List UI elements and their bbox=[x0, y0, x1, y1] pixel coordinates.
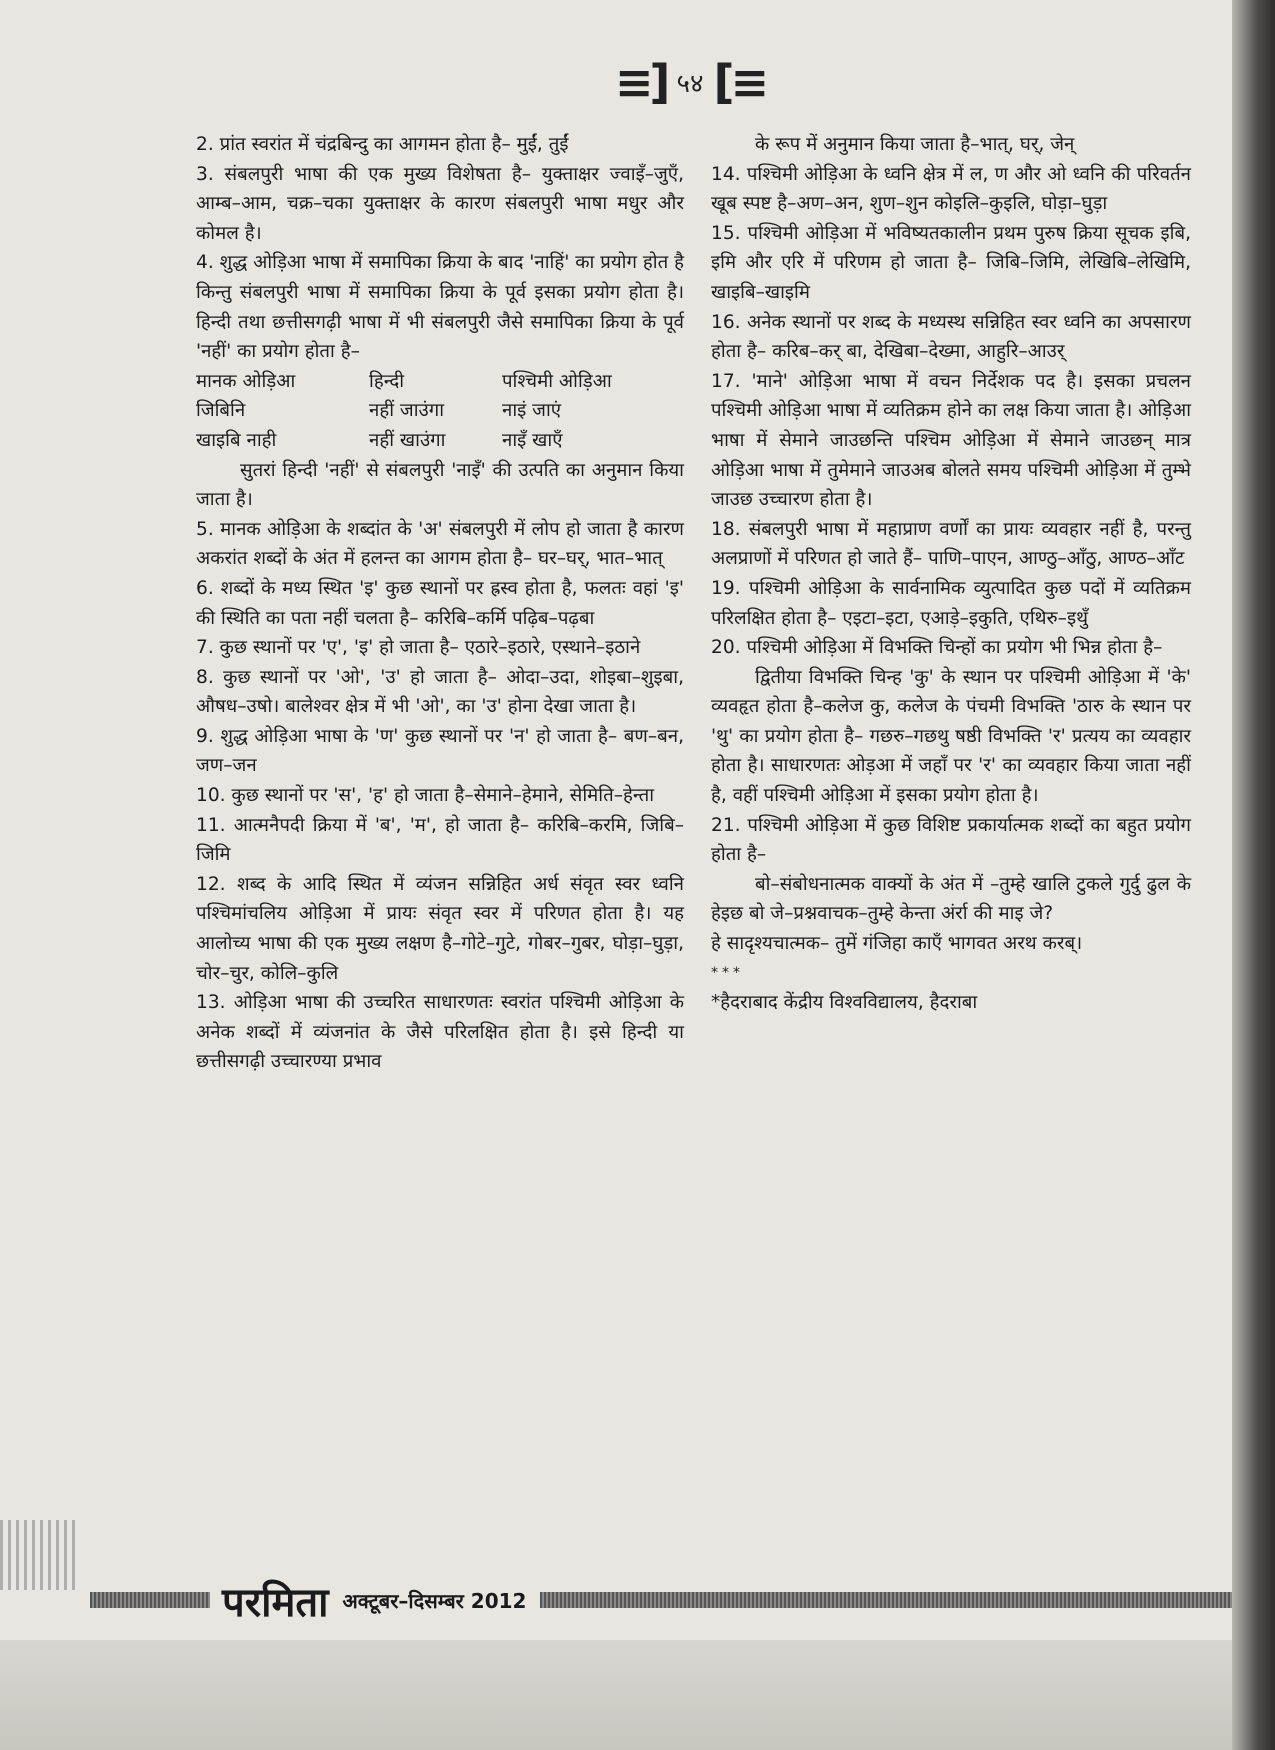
point-16: 16. अनेक स्थानों पर शब्द के मध्यस्थ सन्निहित स्वर ध्वनि का अपसारण होता है– करिब–कर् बा, देखिबा–देख्मा, आहुरि–आउर् bbox=[711, 311, 1191, 363]
point-20-detail: द्वितीया विभक्ति चिन्ह 'कु' के स्थान पर पश्चिमी ओड़िआ में 'के' व्यवहृत होता है–कलेज कु, कलेज के पंचमी विभक्ति 'ठारु के स्थान पर 'थु' का प्रयोग होता है– गछरु–गछथु षष्ठी विभक्ति 'र' प्रत्यय का व्यवहार होता है। साधारणतः ओड़आ में जहाँ पर 'र' का व्यवहार किया जाता नहीं है, वहीं पश्चिमी ओड़िआ में इसका प्रयोग होता है। bbox=[711, 666, 1191, 807]
point-21: 21. पश्चिमी ओड़िआ में कुछ विशिष्ट प्रकार्यात्मक शब्दों का बहुत प्रयोग होता है– bbox=[711, 814, 1191, 866]
page-ornament-left-icon: ≡] bbox=[614, 55, 667, 109]
magazine-title: परमिता bbox=[222, 1578, 329, 1626]
point-14: 14. पश्चिमी ओड़िआ के ध्वनि क्षेत्र में ल, ण और ओ ध्वनि की परिवर्तन खूब स्पष्ट है–अण–अन, शुण–शुन कोइलि–कुइलि, घोड़ा–घुड़ा bbox=[711, 163, 1191, 215]
table-cell: नहीं खाउंगा bbox=[369, 429, 446, 451]
issue-date: अक्टूबर–दिसम्बर 2012 bbox=[342, 1588, 527, 1613]
point-13: 13. ओड़िआ भाषा की उच्चरित साधारणतः स्वरांत पश्चिमी ओड़िआ के अनेक शब्दों में व्यंजनांत के जैसे परिलक्षित होता है। इसे हिन्दी या छत्तीसगढ़ी उच्चारण्या प्रभाव bbox=[196, 992, 684, 1073]
table-cell: हिन्दी bbox=[369, 370, 405, 392]
point-5: 5. मानक ओड़िआ के शब्दांत के 'अ' संबलपुरी में लोप हो जाता है कारण अकरांत शब्दों के अंत में हलन्त का आगम होता है– घर–घर्, भात–भात् bbox=[196, 518, 684, 570]
table-cell: नहीं जाउंगा bbox=[369, 400, 445, 422]
point-20: 20. पश्चिमी ओड़िआ में विभक्ति चिन्हों का प्रयोग भी भिन्न होता है– bbox=[711, 637, 1163, 659]
table-cell: नाइँ खाएँ bbox=[502, 429, 563, 451]
point-13-continued: के रूप में अनुमान किया जाता है–भात्, घर्, जेन् bbox=[755, 134, 1075, 155]
point-15: 15. पश्चिमी ओड़िआ में भविष्यतकालीन प्रथम पुरुष क्रिया सूचक इबि, इमि और एरि में परिणम हो जाता है– जिबि–जिमि, लेखिबि–लेखिमि, खाइबि–खाइमि bbox=[711, 222, 1191, 303]
point-21-example-he: हे सादृश्यचात्मक– तुमें गंजिहा काएँ भागवत अरथ करब्। bbox=[711, 933, 1083, 955]
point-19: 19. पश्चिमी ओड़िआ के सार्वनामिक व्युत्पादित कुछ पदों में व्यतिक्रम परिलक्षित होता है– एइटा–इटा, एआड़े–इकुति, एथिरु–इथुँ bbox=[711, 577, 1191, 629]
edge-marks bbox=[0, 1520, 80, 1590]
table-cell: पश्चिमी ओड़िआ bbox=[502, 370, 612, 392]
point-10: 10. कुछ स्थानों पर 'स', 'ह' हो जाता है–सेमाने–हेमाने, सेमिति–हेन्ता bbox=[196, 785, 655, 807]
point-7: 7. कुछ स्थानों पर 'ए', 'इ' हो जाता है– एठारे–इठारे, एस्थाने–इठाने bbox=[196, 637, 641, 659]
page-number: ५४ bbox=[676, 69, 704, 99]
left-column bbox=[196, 130, 684, 1077]
right-column bbox=[711, 130, 1191, 1018]
table-cell: मानक ओड़िआ bbox=[196, 370, 296, 392]
page-number-header bbox=[600, 52, 780, 112]
point-11: 11. आत्मनैपदी क्रिया में 'ब', 'म', हो जाता है– करिबि–करमि, जिबि–जिमि bbox=[196, 814, 684, 866]
point-9: 9. शुद्ध ओड़िआ भाषा के 'ण' कुछ स्थानों पर 'न' हो जाता है– बण–बन, जण–जन bbox=[196, 725, 684, 777]
page-footer bbox=[90, 1570, 1232, 1630]
point-8: 8. कुछ स्थानों पर 'ओ', 'उ' हो जाता है– ओदा–उदा, शोइबा–शुइबा, औषध–उषो। बालेश्वर क्षेत्र में भी 'ओ', का 'उ' होना देखा जाता है। bbox=[196, 666, 684, 718]
point-12: 12. शब्द के आदि स्थित में व्यंजन सन्निहित अर्ध संवृत स्वर ध्वनि पश्चिमांचलिय ओड़िआ में प्रायः संवृत स्वर में परिणत होता है। यह आलोच्य भाषा की एक मुख्य लक्षण है–गोटे–गुटे, गोबर–गुबर, घोड़ा–घुड़ा, चोर–चुर, कोलि–कुलि bbox=[196, 873, 684, 984]
footer-rule-left bbox=[90, 1592, 210, 1608]
table-cell: जिबिनि bbox=[196, 400, 246, 422]
point-4-conclusion: सुतरां हिन्दी 'नहीं' से संबलपुरी 'नाइँ' की उत्पति का अनुमान किया जाता है। bbox=[196, 459, 684, 511]
table-cell: खाइबि नाही bbox=[196, 429, 277, 451]
point-3: 3. संबलपुरी भाषा की एक मुख्य विशेषता है– युक्ताक्षर ज्वाइँ–जुएँ, आम्ब–आम, चक्र–चका युक्ताक्षर के कारण संबलपुरी भाषा मधुर और कोमल है। bbox=[196, 163, 684, 244]
page-spine-shadow bbox=[1232, 0, 1275, 1750]
point-6: 6. शब्दों के मध्य स्थित 'इ' कुछ स्थानों पर ह्रस्व होता है, फलतः वहां 'इ' की स्थिति का पता नहीं चलता है– करिबि–कर्मि पढ़िब–पढ़बा bbox=[196, 577, 684, 629]
point-2: 2. प्रांत स्वरांत में चंद्रबिन्दु का आगमन होता है– मुईं, तुईं bbox=[196, 134, 569, 155]
point-21-example-bo: बो–संबोधनात्मक वाक्यों के अंत में –तुम्हे खालि टुकले गुर्दु ढुल के हेइछ बो जे–प्रश्नवाचक–तुम्हे केन्ता अंर्रा की माइ जे? bbox=[711, 873, 1191, 925]
page-ornament-right-icon: [≡ bbox=[713, 55, 766, 109]
page-bottom-margin bbox=[0, 1640, 1232, 1750]
comparison-table bbox=[196, 367, 684, 456]
point-17: 17. 'माने' ओड़िआ भाषा में वचन निर्देशक पद है। इसका प्रचलन पश्चिमी ओड़िआ भाषा में व्यतिक्रम होने का लक्ष किया जाता है। ओड़िआ भाषा में सेमाने जाउछन्ति पश्चिम ओड़िआ में सेमाने जाउछन् मात्र ओड़िआ भाषा में तुमेमाने जाउअब बोलते समय पश्चिमी ओड़िआ में तुम्भे जाउछ उच्चारण होता है। bbox=[711, 370, 1191, 511]
point-18: 18. संबलपुरी भाषा में महाप्राण वर्णों का प्रायः व्यवहार नहीं है, परन्तु अलप्राणों में परिणत हो जाते हैं– पाणि–पाएन, आण्ठु–आँठु, आण्ठ–आँट bbox=[711, 518, 1191, 570]
table-cell: नाइं जाएं bbox=[502, 400, 562, 422]
author-affiliation: *हैदराबाद केंद्रीय विश्वविद्यालय, हैदराबा bbox=[711, 992, 978, 1014]
point-4: 4. शुद्ध ओड़िआ भाषा में समापिका क्रिया के बाद 'नाहिं' का प्रयोग होत है किन्तु संबलपुरी भाषा में समापिका क्रिया के पूर्व इसका प्रयोग होता है। हिन्दी तथा छत्तीसगढ़ी भाषा में भी संबलपुरी जैसे समापिका क्रिया के पूर्व 'नहीं' का प्रयोग होता है– bbox=[196, 252, 684, 363]
section-end-stars: *** bbox=[711, 964, 744, 981]
footer-rule-right bbox=[540, 1592, 1232, 1608]
